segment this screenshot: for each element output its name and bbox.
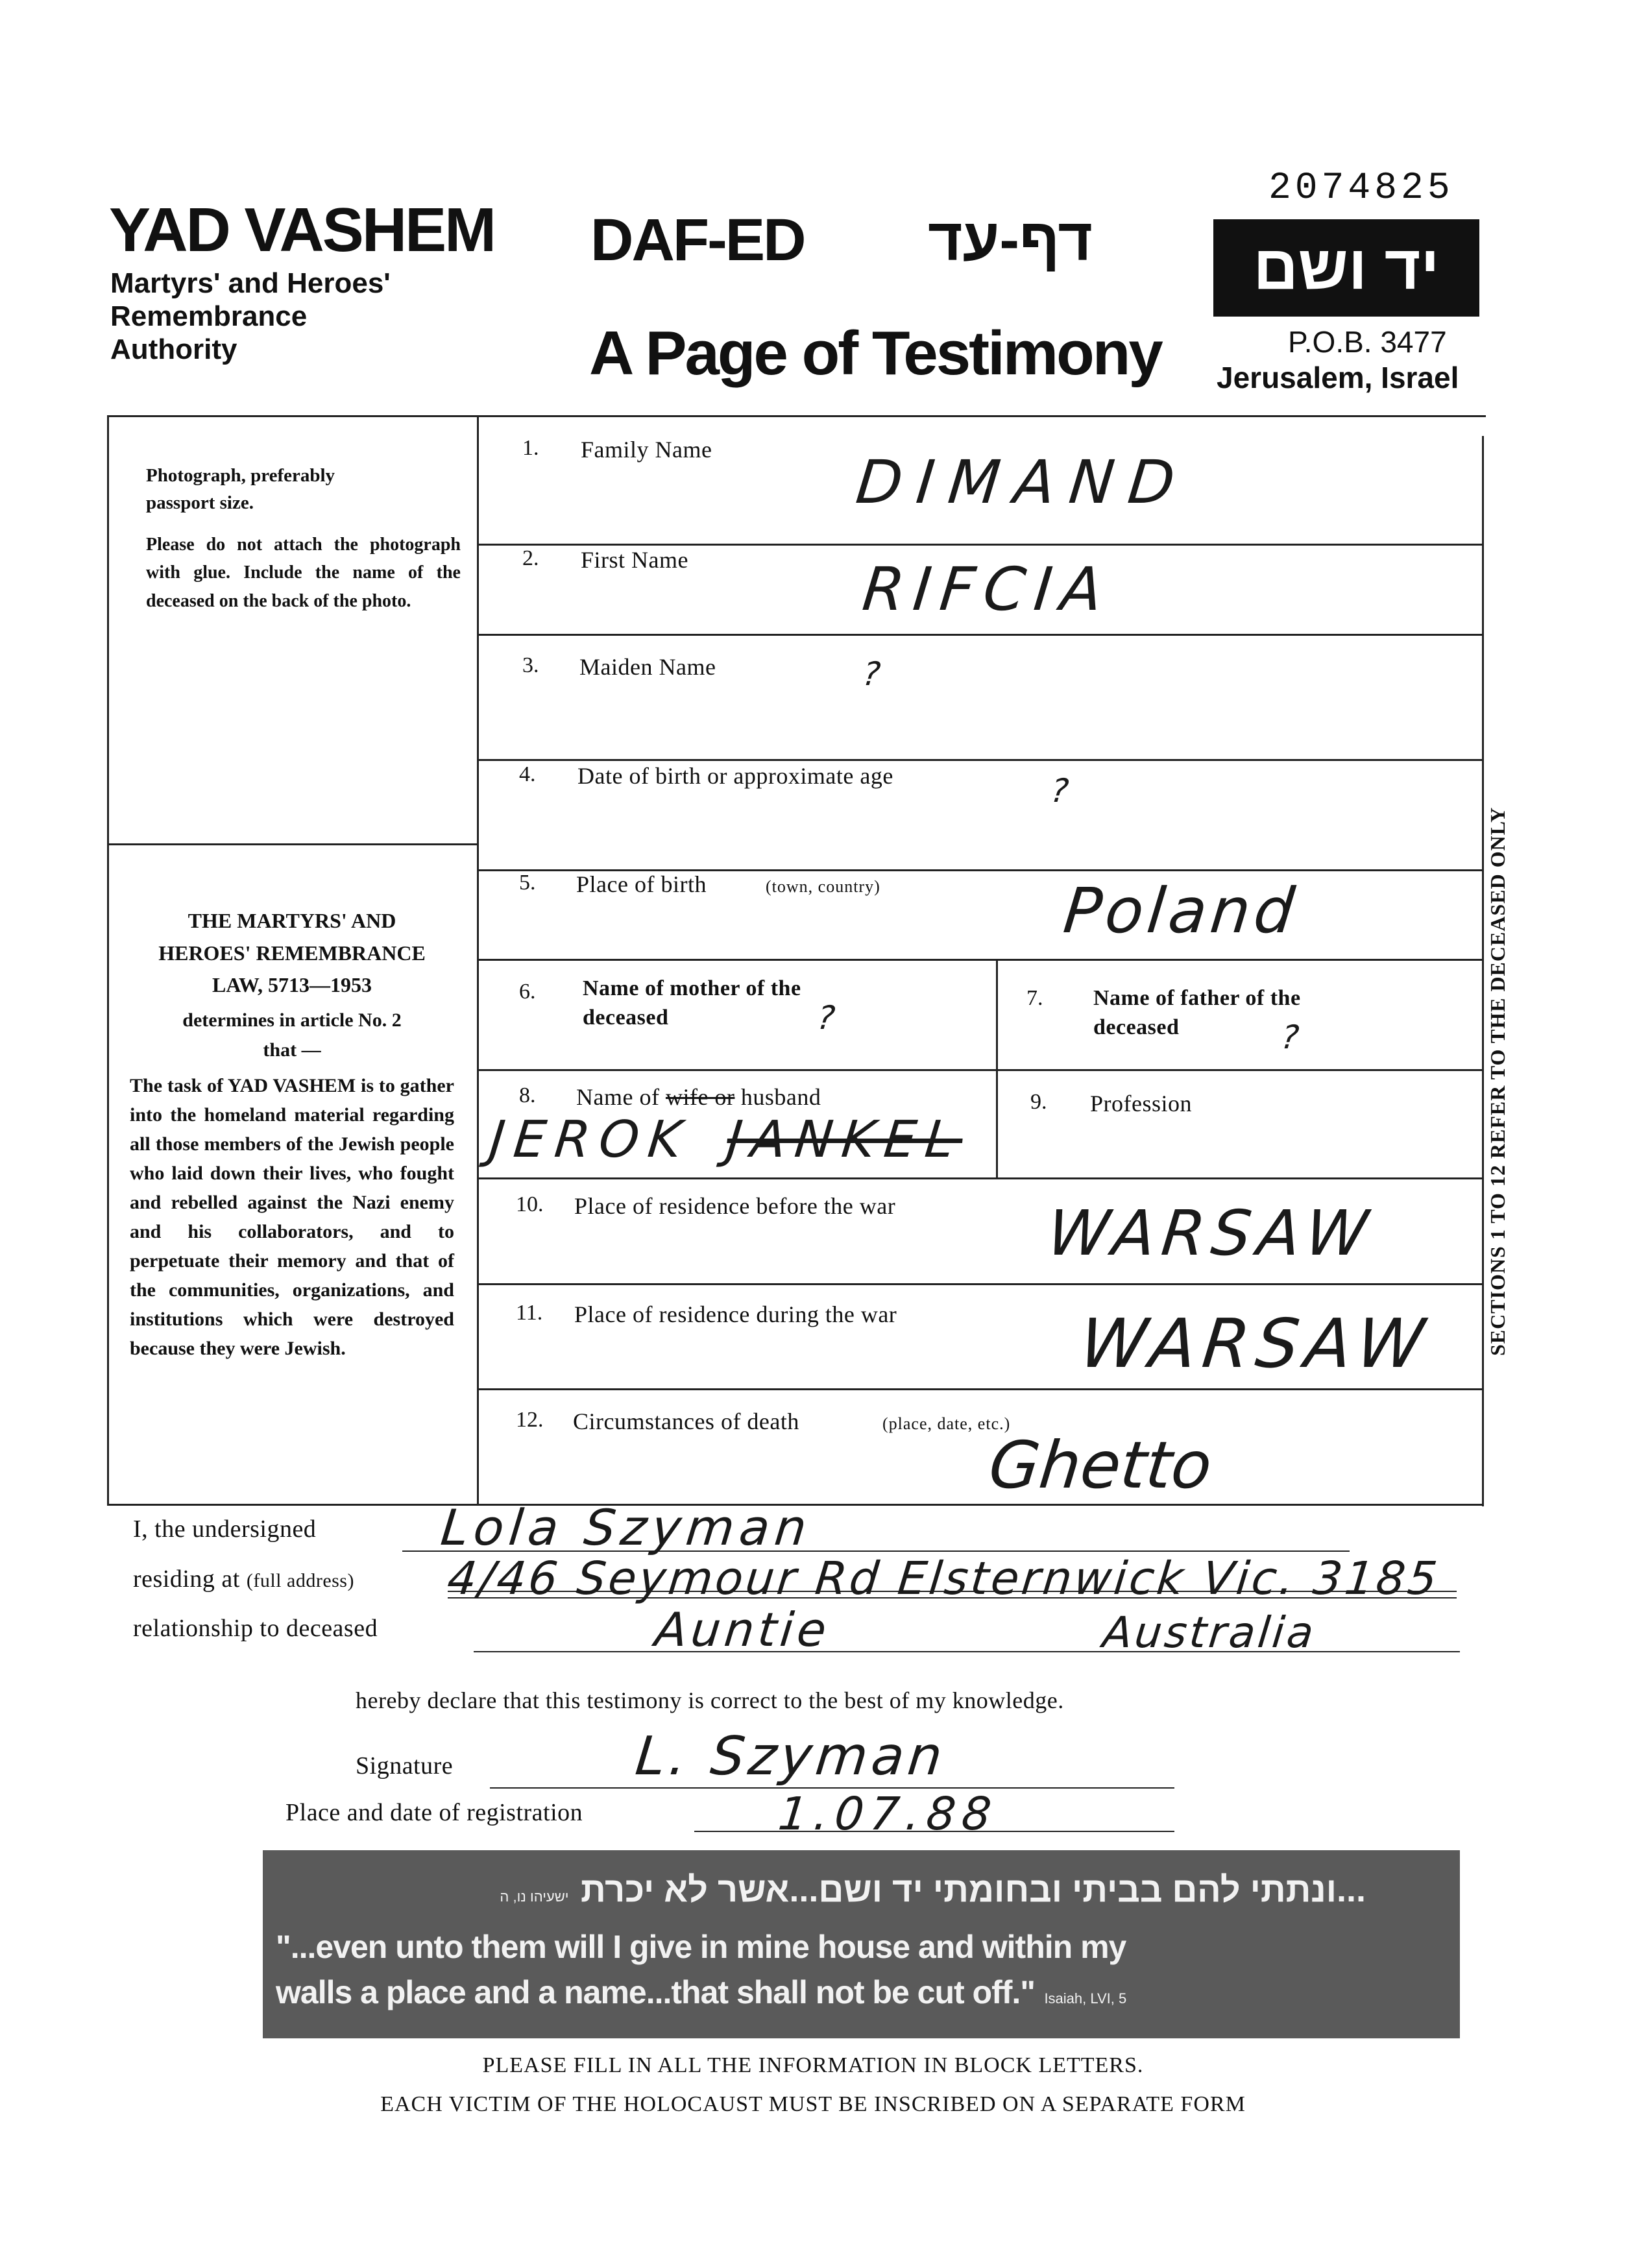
field-9-number: 9.	[1030, 1090, 1047, 1114]
field-3-number: 3.	[522, 653, 539, 677]
law-title-2: HEROES' REMEMBRANCE	[158, 941, 426, 965]
circumstances-of-death-value[interactable]: Ghetto	[985, 1427, 1216, 1503]
field-11-number: 11.	[516, 1301, 543, 1325]
photo-title-1: Photograph, preferably	[146, 465, 335, 486]
place-date-label: Place and date of registration	[285, 1799, 583, 1826]
sep-11	[477, 1388, 1484, 1390]
banner-english-2-text: walls a place and a name...that shall not be cut off."	[276, 1974, 1035, 2010]
spouse-name-value[interactable]	[487, 1111, 965, 1169]
frame-right	[1482, 436, 1484, 1506]
photo-instructions	[146, 462, 461, 615]
field-8-label-b: husband	[740, 1084, 821, 1110]
law-line-5: that —	[263, 1039, 321, 1061]
relationship-label: relationship to deceased	[133, 1615, 378, 1642]
maiden-name-value[interactable]: ?	[860, 655, 882, 693]
law-text: The task of YAD VASHEM is to gather into the homeland material regarding all those members of the Jewish people who laid down their lives, who fought and rebelled against the Nazi enemy and his collaborators, and to perpetuate their memory and that of the communities, organizations, and institutions which were destroyed because they were Jewish.	[130, 1074, 454, 1359]
field-5-hint: (town, country)	[766, 877, 880, 896]
field-4-label: Date of birth or approximate age	[577, 763, 893, 789]
law-line-4: determines in article No. 2	[182, 1009, 402, 1031]
banner-english-ref: Isaiah, LVI, 5	[1044, 1990, 1127, 2007]
org-subtitle-3: Authority	[110, 333, 237, 365]
serial-number: 2074825	[1268, 167, 1454, 210]
scripture-banner	[263, 1850, 1460, 2038]
field-1-number: 1.	[522, 436, 539, 460]
banner-english-2	[276, 1973, 1126, 2011]
spouse-name-struck: JANKEL	[724, 1111, 966, 1169]
field-12-label: Circumstances of death	[573, 1408, 799, 1434]
field-10-number: 10.	[516, 1192, 544, 1216]
spouse-name-text: JEROK	[487, 1111, 694, 1169]
mother-name-value[interactable]: ?	[815, 999, 837, 1037]
field-12-hint: (place, date, etc.)	[882, 1414, 1011, 1433]
undersigned-label: I, the undersigned	[133, 1515, 317, 1543]
field-8-label	[576, 1083, 821, 1111]
frame-left	[107, 415, 109, 1504]
signature-label: Signature	[356, 1752, 454, 1779]
residing-label-text: residing at	[133, 1565, 240, 1593]
first-name-value[interactable]: RIFCIA	[859, 555, 1115, 624]
field-2-label: First Name	[581, 547, 688, 573]
pob-address: P.O.B. 3477	[1288, 325, 1447, 359]
field-2-number: 2.	[522, 546, 539, 570]
org-subtitle-1: Martyrs' and Heroes'	[110, 267, 391, 299]
field-5-number: 5.	[519, 871, 536, 895]
footer-line-2: EACH VICTIM OF THE HOLOCAUST MUST BE INSCRIBED ON A SEPARATE FORM	[380, 2092, 1246, 2116]
sep-6	[477, 1069, 1484, 1071]
field-5-label: Place of birth	[576, 871, 707, 897]
sections-side-note: SECTIONS 1 TO 12 REFER TO THE DECEASED ONLY	[1486, 806, 1509, 1356]
org-subtitle-2: Remembrance	[110, 300, 308, 332]
sep-5	[477, 959, 1484, 961]
field-6-number: 6.	[519, 980, 536, 1004]
relationship-value[interactable]: Auntie	[652, 1602, 833, 1657]
sep-3	[477, 759, 1484, 761]
family-name-value[interactable]: DIMAND	[853, 448, 1193, 517]
sep-8	[477, 1177, 1484, 1179]
field-6-label-2: deceased	[583, 1006, 669, 1030]
field-11-label: Place of residence during the war	[574, 1301, 897, 1327]
footer-line-1: PLEASE FILL IN ALL THE INFORMATION IN BLOCK LETTERS.	[482, 2053, 1144, 2077]
field-3-label: Maiden Name	[579, 654, 716, 680]
law-title-1: THE MARTYRS' AND	[188, 909, 396, 932]
sep-2	[477, 634, 1484, 636]
banner-hebrew: ...ונתתי להם בביתי ובחומתי יד ושם...אשר לא יכרת	[580, 1870, 1366, 1909]
residing-hint: (full address)	[246, 1570, 354, 1591]
banner-hebrew-row	[263, 1870, 1366, 1910]
father-name-value[interactable]: ?	[1279, 1019, 1301, 1056]
org-name: YAD VASHEM	[109, 195, 495, 265]
daf-ed-hebrew: דף-עד	[928, 207, 1093, 273]
sep-10	[477, 1283, 1484, 1285]
city-address: Jerusalem, Israel	[1217, 361, 1459, 394]
field-9-label: Profession	[1090, 1091, 1192, 1116]
law-block	[130, 905, 454, 1363]
field-4-number: 4.	[519, 762, 536, 786]
country-value[interactable]: Australia	[1100, 1608, 1318, 1658]
field-8-number: 8.	[519, 1083, 536, 1107]
field-6-label-1: Name of mother of the	[583, 976, 801, 1000]
page-title: A Page of Testimony	[589, 319, 1161, 388]
logo-hebrew-text: יד ושם	[1253, 233, 1440, 302]
field-7-label-1: Name of father of the	[1093, 986, 1301, 1010]
declaration-text: hereby declare that this testimony is correct to the best of my knowledge.	[356, 1687, 1064, 1713]
photo-note: Please do not attach the photograph with glue. Include the name of the deceased on the back of the photo.	[146, 535, 461, 611]
field-7-label-2: deceased	[1093, 1015, 1180, 1039]
residing-label	[133, 1565, 354, 1593]
sep-1	[477, 544, 1484, 546]
field-7-number: 7.	[1026, 986, 1043, 1010]
residence-before-war-value[interactable]: WARSAW	[1044, 1197, 1378, 1270]
birth-place-value[interactable]: Poland	[1060, 875, 1302, 947]
undersigned-value[interactable]: Lola Szyman	[438, 1499, 815, 1556]
frame-top	[107, 415, 1486, 417]
birth-date-value[interactable]: ?	[1049, 772, 1071, 810]
field-10-label: Place of residence before the war	[574, 1193, 896, 1219]
field-1-label: Family Name	[581, 437, 712, 463]
photo-title-2: passport size.	[146, 492, 254, 514]
daf-ed-title: DAF-ED	[590, 207, 805, 273]
col-divider-8-9	[996, 1069, 998, 1177]
place-date-value[interactable]: 1.07.88	[775, 1787, 1001, 1840]
law-title-3: LAW, 5713—1953	[212, 973, 372, 997]
field-12-number: 12.	[516, 1408, 544, 1432]
banner-english-1: "...even unto them will I give in mine house and within my	[276, 1929, 1126, 1965]
col-divider-6-7	[996, 959, 998, 1069]
photo-box-bottom	[107, 843, 478, 845]
residence-during-war-value[interactable]: WARSAW	[1076, 1304, 1435, 1383]
field-8-label-a: Name of	[576, 1084, 660, 1110]
yad-vashem-logo	[1213, 219, 1479, 317]
residing-value[interactable]: 4/46 Seymour Rd Elsternwick Vic. 3185	[444, 1552, 1442, 1605]
banner-hebrew-ref: ישעיהו נו, ה	[500, 1888, 569, 1905]
field-8-label-struck: wife or	[665, 1084, 735, 1110]
signature-value[interactable]: L. Szyman	[633, 1726, 949, 1787]
